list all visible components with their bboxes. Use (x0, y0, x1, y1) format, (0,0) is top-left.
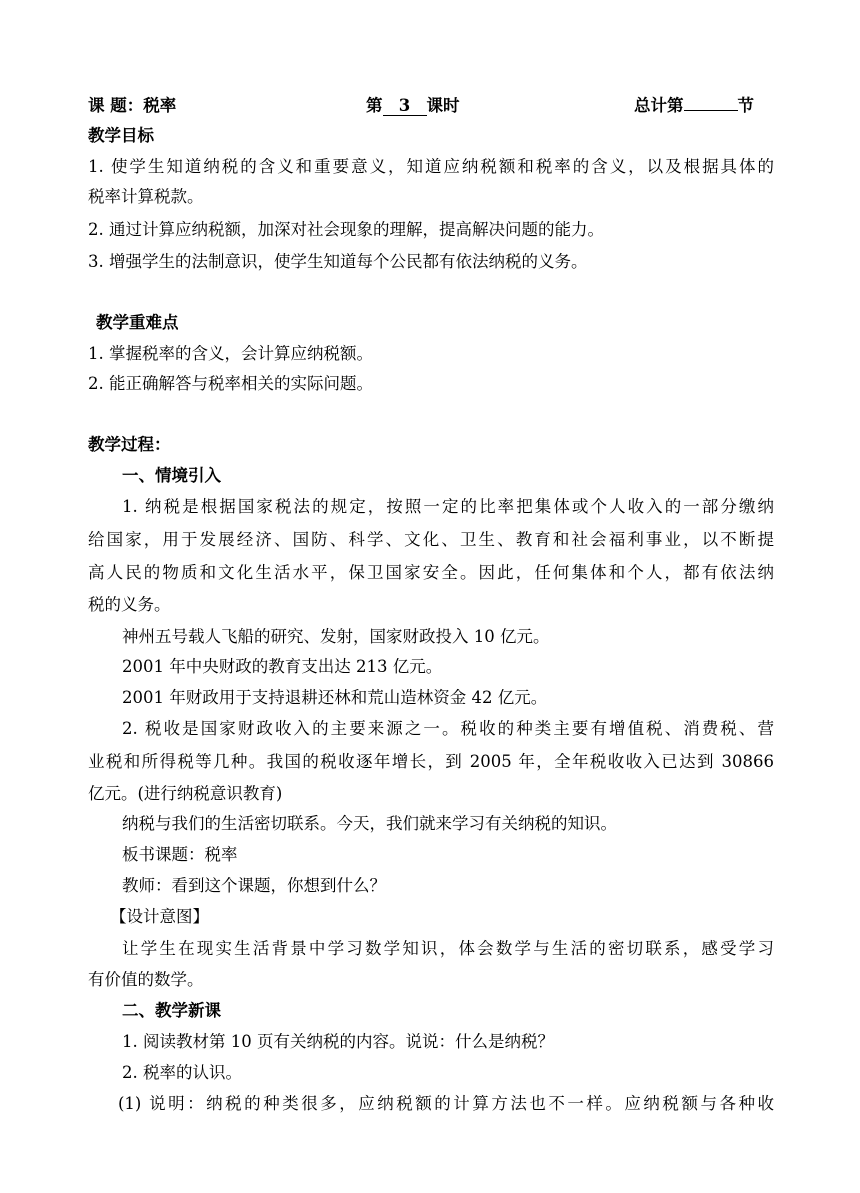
paragraph-line: 1. 纳税是根据国家税法的规定，按照一定的比率把集体或个人收入的一部分缴纳 (122, 497, 774, 516)
process-title: 教学过程： (88, 435, 171, 454)
design-intent-title: 【设计意图】 (110, 907, 209, 926)
paragraph-line: 高人民的物质和文化生活水平，保卫国家安全。因此，任何集体和个人，都有依法纳 (88, 563, 774, 582)
paragraph-line: 税的义务。 (88, 595, 171, 614)
key-points-title: 教学重难点 (96, 313, 179, 332)
paragraph-line: 纳税与我们的生活密切联系。今天，我们就来学习有关纳税的知识。 (122, 814, 617, 833)
design-intent-line: 有价值的数学。 (88, 970, 204, 989)
lesson-suffix: 课时 (426, 96, 460, 115)
key-point-line: 2. 能正确解答与税率相关的实际问题。 (88, 374, 373, 393)
section2-title: 二、教学新课 (122, 1001, 221, 1020)
total-number (684, 110, 738, 111)
goal-line: 税率计算税款。 (88, 187, 204, 206)
lesson-prefix: 第 (366, 96, 383, 115)
goals-title: 教学目标 (88, 126, 154, 145)
goal-line: 1. 使学生知道纳税的含义和重要意义，知道应纳税额和税率的含义，以及根据具体的 (88, 157, 774, 176)
design-intent-line: 让学生在现实生活背景中学习数学知识，体会数学与生活的密切联系，感受学习 (122, 939, 774, 958)
teacher-line: 教师：看到这个课题，你想到什么？ (122, 876, 386, 895)
section1-title: 一、情境引入 (122, 466, 221, 485)
new-lesson-line: (1) 说明：纳税的种类很多，应纳税额的计算方法也不一样。应纳税额与各种收 (118, 1094, 774, 1113)
goal-line: 3. 增强学生的法制意识，使学生知道每个公民都有依法纳税的义务。 (88, 252, 588, 271)
fact-line: 2001 年中央财政的教育支出达 213 亿元。 (122, 657, 443, 676)
total-suffix: 节 (737, 96, 754, 115)
new-lesson-line: 2. 税率的认识。 (122, 1063, 242, 1082)
total-count (634, 95, 754, 117)
paragraph-line: 亿元。(进行纳税意识教育) (88, 784, 283, 803)
lesson-number: 3 (383, 97, 427, 116)
topic-label: 课 题：税率 (88, 96, 177, 115)
paragraph-line: 2. 税收是国家财政收入的主要来源之一。税收的种类主要有增值税、消费税、营 (122, 719, 774, 738)
board-title-line: 板书课题：税率 (122, 845, 238, 864)
key-point-line: 1. 掌握税率的含义，会计算应纳税额。 (88, 344, 373, 363)
total-prefix: 总计第 (634, 96, 684, 115)
lesson-count (366, 95, 460, 117)
goal-line: 2. 通过计算应纳税额，加深对社会现象的理解，提高解决问题的能力。 (88, 220, 604, 239)
paragraph-line: 业税和所得税等几种。我国的税收逐年增长，到 2005 年，全年税收收入已达到 30866 (88, 752, 774, 771)
fact-line: 神州五号载人飞船的研究、发射，国家财政投入 10 亿元。 (122, 627, 550, 646)
new-lesson-line: 1. 阅读教材第 10 页有关纳税的内容。说说：什么是纳税？ (122, 1032, 554, 1051)
fact-line: 2001 年财政用于支持退耕还林和荒山造林资金 42 亿元。 (122, 688, 548, 707)
paragraph-line: 给国家，用于发展经济、国防、科学、文化、卫生、教育和社会福利事业，以不断提 (88, 530, 774, 549)
